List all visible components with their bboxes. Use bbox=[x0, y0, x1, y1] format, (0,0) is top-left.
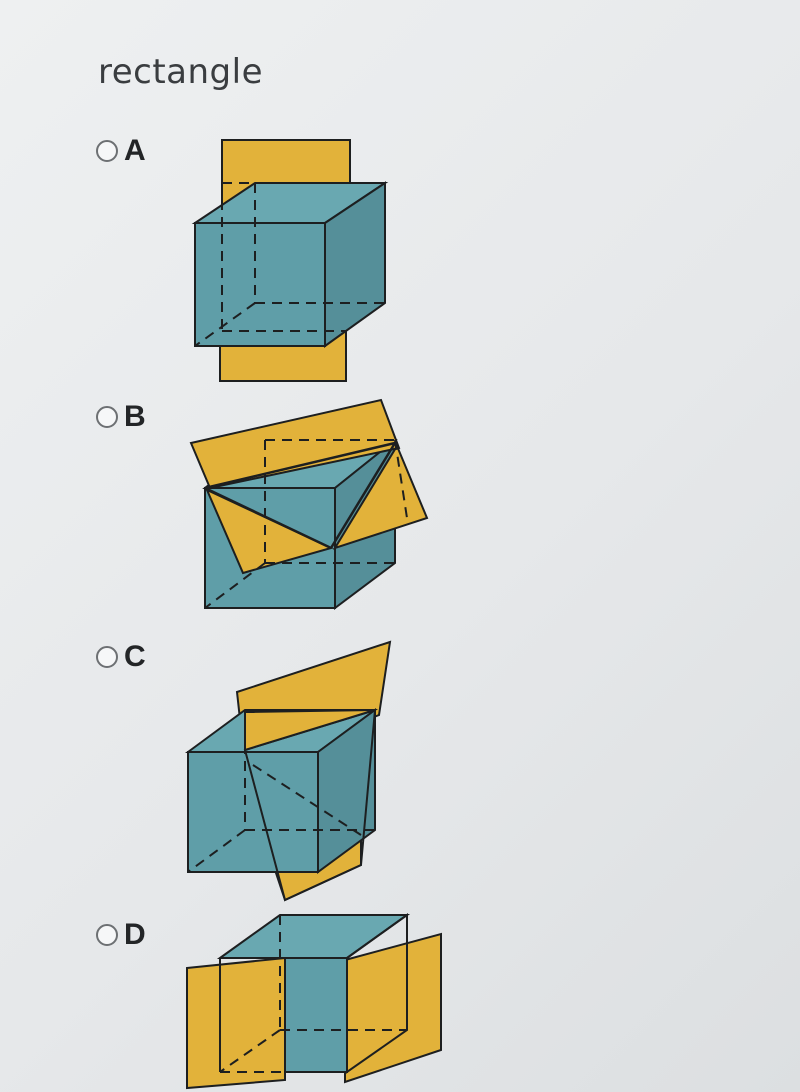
question-prompt: rectangle bbox=[98, 52, 264, 92]
option-a-figure bbox=[190, 138, 390, 383]
option-c[interactable] bbox=[96, 640, 146, 674]
option-a-label: A bbox=[124, 134, 146, 167]
radio-button-b[interactable] bbox=[96, 406, 118, 428]
option-b[interactable] bbox=[96, 400, 146, 434]
option-c-figure bbox=[185, 640, 400, 905]
radio-button-c[interactable] bbox=[96, 646, 118, 668]
option-b-label: B bbox=[124, 400, 146, 433]
option-d-figure bbox=[185, 912, 445, 1092]
radio-button-d[interactable] bbox=[96, 924, 118, 946]
option-c-label: C bbox=[124, 640, 146, 673]
plane-right bbox=[345, 934, 441, 1082]
radio-button-a[interactable] bbox=[96, 140, 118, 162]
option-d-label: D bbox=[124, 918, 146, 951]
cube-front-face bbox=[195, 223, 325, 346]
option-d[interactable] bbox=[96, 918, 146, 952]
plane-left bbox=[187, 958, 285, 1088]
option-b-figure bbox=[185, 398, 435, 613]
cube-front-face bbox=[285, 958, 347, 1072]
option-a[interactable] bbox=[96, 134, 146, 168]
cube-front-face bbox=[188, 752, 318, 872]
